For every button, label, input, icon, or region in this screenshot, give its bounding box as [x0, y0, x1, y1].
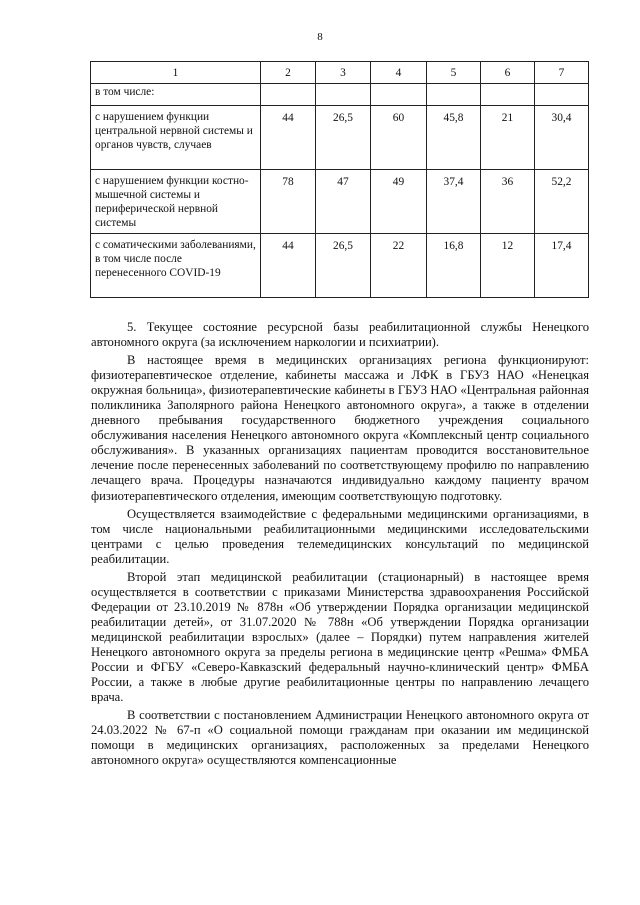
table-cell: 16,8: [427, 234, 481, 298]
table-header-cell: 3: [316, 62, 371, 84]
document-body: [91, 320, 589, 771]
table-header-cell: 2: [261, 62, 316, 84]
table-row: [91, 234, 589, 298]
row-label: с соматическими заболеваниями, в том числе после перенесенного COVID-19: [91, 234, 261, 298]
table-cell: 49: [371, 170, 427, 234]
table-header-cell: 1: [91, 62, 261, 84]
table-header-row: [91, 62, 589, 84]
table-cell: 37,4: [427, 170, 481, 234]
table-header-cell: 6: [481, 62, 535, 84]
table-cell: 44: [261, 106, 316, 170]
table-cell: 52,2: [535, 170, 589, 234]
table-cell: 26,5: [316, 106, 371, 170]
table-header-cell: 4: [371, 62, 427, 84]
row-label: с нарушением функции костно-мышечной системы и периферической нервной системы: [91, 170, 261, 234]
table-row: [91, 170, 589, 234]
table-cell: 78: [261, 170, 316, 234]
paragraph: Второй этап медицинской реабилитации (стационарный) в настоящее время осуществляется в соответствии с приказами Министерства здравоохранения Российской Федерации от 23.10.2019 № 878н «Об утверждении Порядка организации медицинской реабилитации детей», от 31.07.2020 № 788н «Об утверждении Порядка организации медицинской реабилитации взрослых» (далее – Порядки) путем направления жителей Ненецкого автономного округа за пределы региона в медицинские центр «Решма» ФМБА России и ФГБУ «Северо-Кавказский федеральный научно-клинический центр» ФМБА России, а также в любые другие реабилитационные центры по направлению лечащего врача.: [91, 569, 589, 705]
table-subheader-label: в том числе:: [91, 84, 261, 106]
paragraph: В настоящее время в медицинских организациях региона функционируют: физиотерапевтическое отделение, кабинеты массажа и ЛФК в ГБУЗ НАО «Ненецкая окружная больница», физиотерапевтические кабинеты в ГБУЗ НАО «Центральная районная поликлиника Заполярного района Ненецкого автономного округа», а также в отделении дневного пребывания государственного бюджетного учреждения социального обслуживания населения Ненецкого автономного округа «Комплексный центр социального обслуживания». В указанных организациях пациентам проводится восстановительное лечение после перенесенных заболеваний по соответствующему профилю по направлению лечащего врача. Процедуры назначаются индивидуально каждому пациенту врачом физиотерапевтического отделения, имеющим соответствующую подготовку.: [91, 353, 589, 503]
table-cell: 26,5: [316, 234, 371, 298]
statistics-table: [90, 61, 589, 298]
table-cell: 22: [371, 234, 427, 298]
table-cell: 47: [316, 170, 371, 234]
table-cell: 12: [481, 234, 535, 298]
table-row: [91, 106, 589, 170]
table-cell: 45,8: [427, 106, 481, 170]
table-header-cell: 7: [535, 62, 589, 84]
table-cell: 17,4: [535, 234, 589, 298]
page-number: 8: [317, 31, 323, 43]
table-header-cell: 5: [427, 62, 481, 84]
table-cell: 44: [261, 234, 316, 298]
paragraph: Осуществляется взаимодействие с федеральными медицинскими организациями, в том числе национальными реабилитационными медицинскими исследовательскими центрами с целью проведения телемедицинских консультаций по медицинской реабилитации.: [91, 506, 589, 566]
table-cell: 60: [371, 106, 427, 170]
table-cell: 21: [481, 106, 535, 170]
paragraph: 5. Текущее состояние ресурсной базы реабилитационной службы Ненецкого автономного округа (за исключением наркологии и психиатрии).: [91, 320, 589, 350]
paragraph: В соответствии с постановлением Администрации Ненецкого автономного округа от 24.03.2022 № 67-п «О социальной помощи гражданам при оказании им медицинской помощи в медицинских организациях, расположенных за пределами Ненецкого автономного округа» осуществляются компенсационные: [91, 708, 589, 768]
table-subheader-row: [91, 84, 589, 106]
table-cell: 30,4: [535, 106, 589, 170]
table-cell: 36: [481, 170, 535, 234]
row-label: с нарушением функции центральной нервной системы и органов чувств, случаев: [91, 106, 261, 170]
